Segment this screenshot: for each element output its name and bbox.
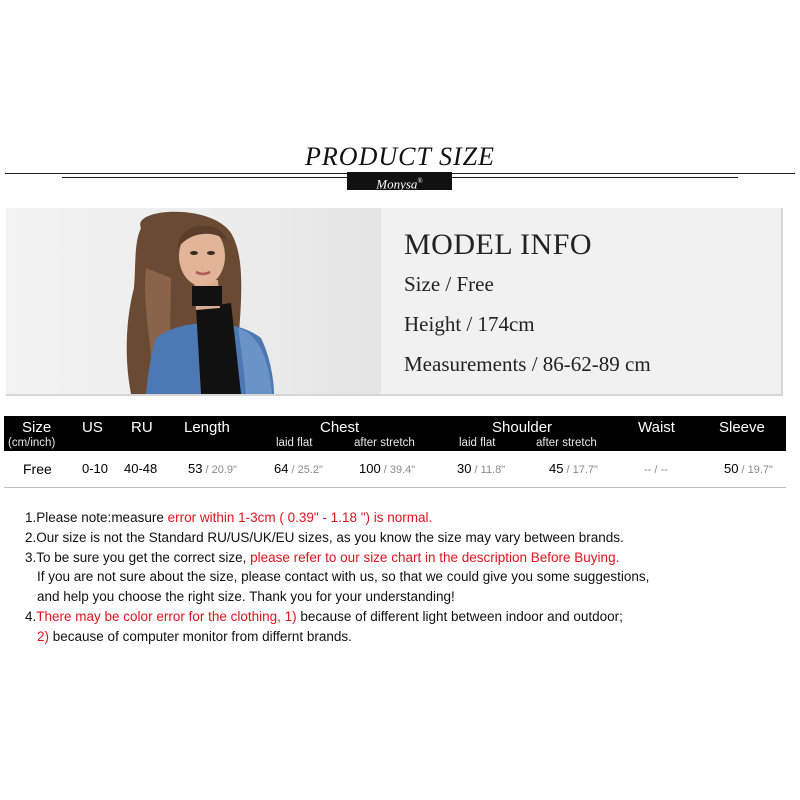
model-info-heading: MODEL INFO [404, 228, 593, 261]
cell-chest-flat [274, 461, 323, 476]
size-table-header [4, 416, 786, 451]
cell-waist-in: -- [660, 464, 668, 476]
cell-waist [644, 461, 668, 476]
table-row [4, 451, 786, 488]
cell-chest-flat-in: 25.2" [297, 464, 323, 476]
cell-sleeve-sep: / [738, 464, 748, 476]
cell-sleeve-cm: 50 [724, 461, 739, 476]
brand-registered-mark: ® [417, 177, 423, 185]
model-measurements: Measurements / 86-62-89 cm [404, 352, 651, 376]
note-4-item-2: 2) [37, 628, 50, 644]
col-size-unit: (cm/inch) [8, 437, 56, 449]
brand-name: Monysa [376, 176, 418, 192]
cell-length [188, 461, 237, 476]
cell-chest-stretch-sep: / [380, 464, 390, 476]
model-height: Height / 174cm [404, 312, 535, 336]
col-shoulder: Shoulder [492, 419, 553, 436]
note-4-highlight: There may be color error for the clothing, 1) [36, 608, 297, 624]
cell-chest-flat-cm: 64 [274, 461, 289, 476]
col-size: Size [22, 419, 52, 436]
cell-sleeve [724, 461, 773, 476]
cell-shoulder-flat [457, 461, 505, 476]
note-3-highlight: please refer to our size chart in the description Before Buying. [250, 549, 620, 565]
note-4-text: because of different light between indoor and outdoor; [296, 608, 623, 624]
cell-length-sep: / [202, 464, 212, 476]
cell-chest-stretch-in: 39.4" [389, 464, 416, 476]
page-title: PRODUCT SIZE [305, 142, 495, 171]
cell-waist-cm: -- [644, 464, 652, 476]
col-chest: Chest [320, 419, 360, 436]
col-chest-after-stretch: after stretch [354, 437, 415, 449]
note-1 [25, 508, 785, 528]
col-us: US [82, 419, 103, 436]
cell-length-in: 20.9" [211, 464, 237, 476]
cell-length-cm: 53 [188, 461, 203, 476]
note-4-number: 4. [25, 608, 37, 624]
note-3-line-2: If you are not sure about the size, please contact with us, so that we could give you some suggestions, [37, 569, 650, 585]
cell-shoulder-flat-sep: / [471, 464, 481, 476]
cell-waist-sep: / [651, 464, 661, 476]
model-photo-illustration [6, 208, 381, 394]
col-chest-laid-flat: laid flat [276, 437, 313, 449]
note-2: 2.Our size is not the Standard RU/US/UK/EU sizes, as you know the size may vary between brands. [25, 529, 624, 545]
note-3-text: 3.To be sure you get the correct size, [25, 549, 251, 565]
col-sleeve: Sleeve [719, 419, 765, 436]
col-shoulder-after-stretch: after stretch [536, 437, 597, 449]
cell-ru: 40-48 [124, 461, 158, 476]
note-3-line-3: and help you choose the right size. Thank you for your understanding! [37, 589, 455, 605]
model-info-text [404, 228, 651, 392]
cell-shoulder-stretch-in: 17.7" [572, 464, 598, 476]
size-table [4, 416, 786, 488]
cell-shoulder-stretch-sep: / [563, 464, 573, 476]
cell-chest-stretch-cm: 100 [359, 461, 381, 476]
cell-shoulder-stretch-cm: 45 [549, 461, 564, 476]
cell-shoulder-flat-cm: 30 [457, 461, 472, 476]
col-ru: RU [131, 419, 153, 436]
cell-us: 0-10 [82, 461, 109, 476]
note-1-text: 1.Please note:measure [25, 510, 168, 525]
note-3 [25, 548, 785, 568]
col-waist: Waist [638, 419, 675, 436]
model-photo [6, 208, 381, 394]
brand-badge [347, 172, 452, 190]
col-shoulder-laid-flat: laid flat [459, 437, 496, 449]
model-size: Size / Free [404, 272, 494, 296]
cell-shoulder-stretch [549, 461, 598, 476]
cell-chest-flat-sep: / [288, 464, 298, 476]
model-info-panel [6, 208, 783, 396]
cell-size: Free [23, 461, 52, 477]
note-4-line-2 [25, 627, 785, 647]
col-length: Length [184, 419, 230, 436]
cell-chest-stretch [359, 461, 415, 476]
cell-shoulder-flat-in: 11.8" [480, 464, 506, 476]
note-4 [25, 607, 785, 627]
size-notes [25, 508, 785, 647]
note-1-highlight: error within 1-3cm ( 0.39" - 1.18 ") is normal. [167, 510, 433, 525]
cell-sleeve-in: 19.7" [747, 464, 773, 476]
note-4-line-2-text: because of computer monitor from differnt brands. [49, 628, 352, 644]
